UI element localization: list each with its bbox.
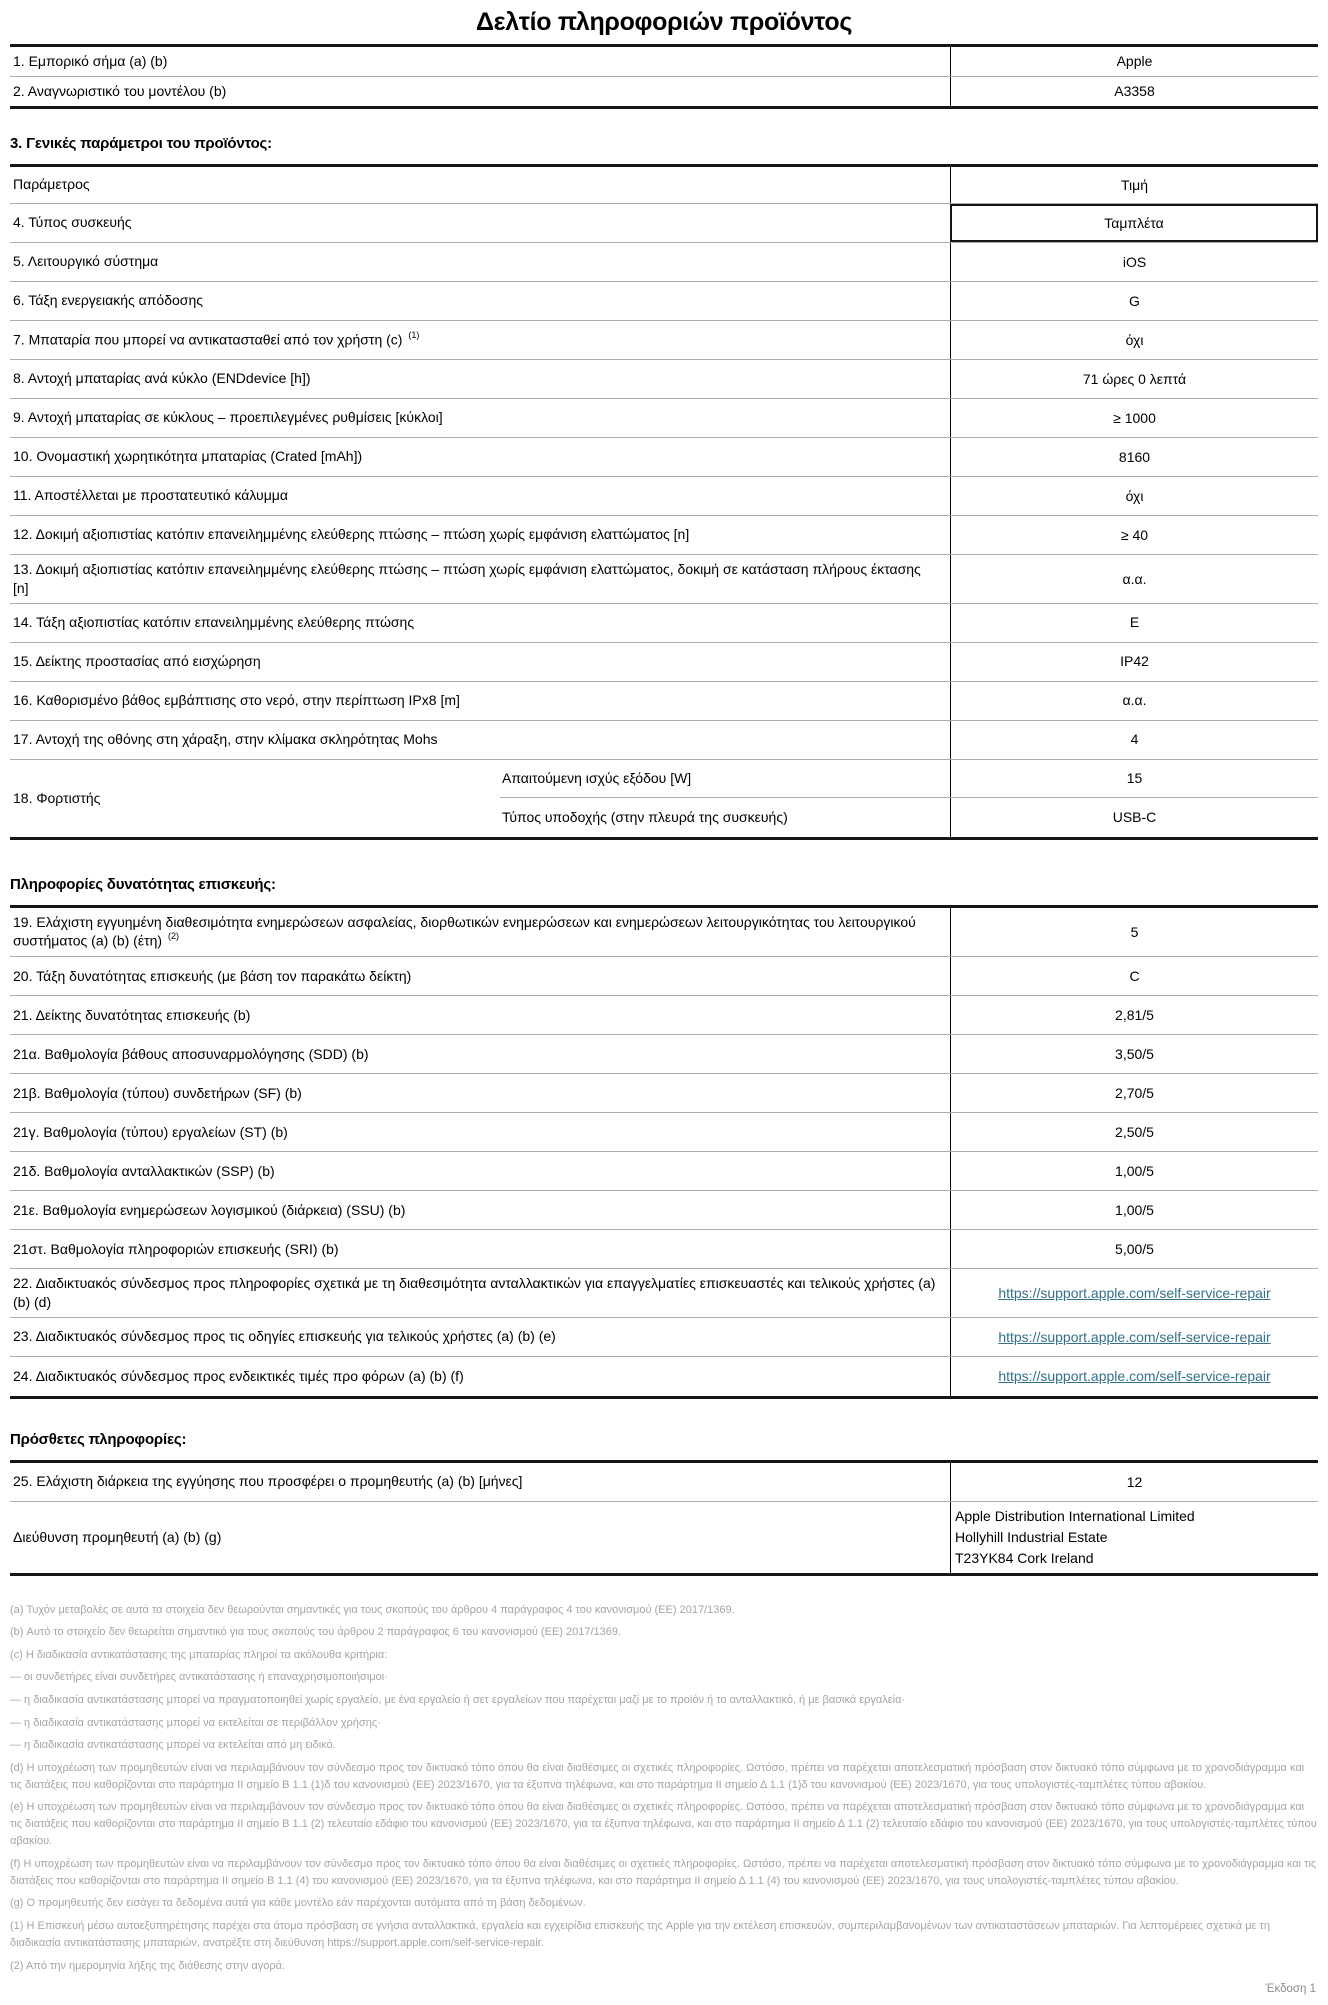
table-row (10, 282, 1318, 321)
footnote-ref: (1) (408, 330, 420, 340)
address-line: Hollyhill Industrial Estate (955, 1528, 1108, 1545)
row-label: 20. Τάξη δυνατότητας επισκευής (με βάση τον παρακάτω δείκτη) (13, 967, 412, 984)
footnote: (a) Τυχόν μεταβολές σε αυτά τα στοιχεία δεν θεωρούνται σημαντικές για τους σκοπούς του άρθρου 4 παράγραφος 4 του κανονισμού (ΕΕ) 2017/1369. (10, 1603, 735, 1616)
footnote: (g) Ο προμηθευτής δεν εισάγει τα δεδομένα αυτά για κάθε μοντέλο εάν παρέχονται αυτόματα από τη βάση δεδομένων. (10, 1897, 586, 1910)
row-label: 10. Ονομαστική χωρητικότητα μπαταρίας (Crated [mAh]) (13, 448, 363, 465)
table-row (10, 1074, 1318, 1113)
table-row (10, 1463, 1318, 1502)
table-row (10, 1318, 1318, 1357)
table-row (10, 996, 1318, 1035)
footnote: (e) Η υποχρέωση των προμηθευτών είναι να περιλαμβάνουν τον σύνδεσμο προς τον δικτυακό τόπο όπου θα είναι διαθέσιμες οι σχετικές πληροφορίες. Ωστόσο, πρέπει να παρέχεται αποτελεσματική πρόσβαση στον δικτυακό τόπο σύμφωνα με το χρονοδιάγραμμα και τις διατάξεις που καθορίζονται στο παράρτημα II σημείο Β 1.1 (2) τελευταίο εδάφιο του κανονισμού (ΕΕ) 2023/1670, για τα έξυπνα τηλέφωνα, και στο παράρτημα II σημείο Δ 1.1 (2) τελευταίο εδάφιο του κανονισμού (ΕΕ) 2023/1670, για τους υπολογιστές-ταμπλέτες τύπου αβακίου. (10, 1801, 1317, 1848)
row-label: 25. Ελάχιστη διάρκεια της εγγύησης που προσφέρει ο προμηθευτής (a) (b) [μήνες] (13, 1473, 523, 1490)
product-information-sheet (10, 8, 1318, 1995)
footnote: (f) Η υποχρέωση των προμηθευτών είναι να περιλαμβάνουν τον σύνδεσμο προς τον δικτυακό τόπο όπου θα είναι διαθέσιμες οι σχετικές πληροφορίες. Ωστόσο, πρέπει να παρέχεται αποτελεσματική πρόσβαση στον δικτυακό τόπο σύμφωνα με το χρονοδιάγραμμα και τις διατάξεις που καθορίζονται στο παράρτημα II σημείο Β 1.1 (4) του κανονισμού (ΕΕ) 2023/1670, για τα έξυπνα τηλέφωνα, και στο παράρτημα II σημείο Δ 1.1 (4) του κανονισμού (ΕΕ) 2023/1670, για τους υπολογιστές-ταμπλέτες τύπου αβακίου. (10, 1857, 1317, 1887)
row-value: 5 (950, 908, 1318, 956)
row-label: 9. Αντοχή μπαταρίας σε κύκλους – προεπιλεγμένες ρυθμίσεις [κύκλοι] (13, 409, 443, 426)
table-row (10, 77, 1318, 106)
footnote: (2) Από την ημερομηνία λήξης της διάθεσης στην αγορά. (10, 1959, 286, 1972)
row-value: E (950, 604, 1318, 642)
table-row (10, 321, 1318, 360)
spare-parts-link[interactable]: https://support.apple.com/self-service-repair (998, 1284, 1271, 1301)
footnote: (b) Αυτό το στοιχείο δεν θεωρείται σημαντικό για τους σκοπούς του άρθρου 2 παράγραφος 6 του κανονισμού (ΕΕ) 2017/1369. (10, 1626, 622, 1639)
table-row (10, 555, 1318, 604)
charger-row (10, 760, 1318, 837)
table-row (10, 477, 1318, 516)
row-value: α.α. (950, 555, 1318, 603)
row-value: ≥ 1000 (950, 399, 1318, 437)
repairability-table (10, 905, 1318, 1399)
table-header-row (10, 167, 1318, 204)
table-row (10, 1357, 1318, 1396)
footnote-ref: (2) (167, 931, 179, 942)
row-label: 14. Τάξη αξιοπιστίας κατόπιν επανειλημμένης ελεύθερης πτώσης (13, 614, 415, 631)
row-value: ≥ 40 (950, 516, 1318, 554)
supplier-address-row (10, 1502, 1318, 1573)
footnote: — η διαδικασία αντικατάστασης μπορεί να εκτελείται από μη ειδικό. (10, 1739, 336, 1752)
row-label: Τύπος υποδοχής (στην πλευρά της συσκευής) (502, 808, 788, 825)
row-label: 21β. Βαθμολογία (τύπου) συνδετήρων (SF) (b) (13, 1084, 302, 1101)
row-label: 23. Διαδικτυακός σύνδεσμος προς τις οδηγίες επισκευής για τελικούς χρήστες (a) (b) (e) (13, 1328, 556, 1345)
row-label: 5. Λειτουργικό σύστημα (13, 253, 159, 270)
row-value: USB-C (950, 798, 1318, 837)
row-label: 21γ. Βαθμολογία (τύπου) εργαλείων (ST) (b) (13, 1123, 288, 1140)
row-value: 15 (950, 760, 1318, 798)
address-line: T23YK84 Cork Ireland (955, 1549, 1094, 1566)
column-header-parameter: Παράμετρος (13, 176, 90, 193)
row-value: 4 (950, 721, 1318, 759)
general-parameters-table (10, 164, 1318, 840)
row-value: όχι (950, 321, 1318, 359)
section-heading-additional: Πρόσθετες πληροφορίες: (10, 1430, 187, 1448)
table-row (500, 798, 1318, 837)
row-label: 4. Τύπος συσκευής (13, 214, 132, 231)
device-type-value: Ταμπλέτα (950, 204, 1318, 242)
table-row (10, 721, 1318, 760)
footnote: (d) Η υποχρέωση των προμηθευτών είναι να περιλαμβάνουν τον σύνδεσμο προς τον δικτυακό τόπο όπου θα είναι διαθέσιμες οι σχετικές πληροφορίες. Ωστόσο, πρέπει να παρέχεται αποτελεσματική πρόσβαση στον δικτυακό τόπο σύμφωνα με το χρονοδιάγραμμα και τις διατάξεις που καθορίζονται στο παράρτημα II σημείο Β 1.1 (1)δ του κανονισμού (ΕΕ) 2023/1670, για τα έξυπνα τηλέφωνα, και στο παράρτημα II σημείο Δ 1.1 (1)δ του κανονισμού (ΕΕ) 2023/1670, για τους υπολογιστές-ταμπλέτες τύπου αβακίου. (10, 1761, 1305, 1791)
charger-subtable (500, 760, 1318, 837)
table-row (500, 760, 1318, 799)
row-value: iOS (950, 243, 1318, 281)
repair-instructions-link[interactable]: https://support.apple.com/self-service-repair (998, 1328, 1271, 1345)
row-value: 1,00/5 (950, 1152, 1318, 1190)
row-label: 22. Διαδικτυακός σύνδεσμος προς πληροφορίες σχετικά με τη διαθεσιμότητα ανταλλακτικών για επαγγελματίες επισκευαστές και τελικούς χρήστες (a) (b) (d) (13, 1275, 936, 1310)
table-row (10, 243, 1318, 282)
table-row (10, 399, 1318, 438)
footnote: — οι συνδετήρες είναι συνδετήρες αντικατάστασης ή επαναχρησιμοποιήσιμοι· (10, 1671, 388, 1684)
version-label: Έκδοση 1 (1265, 1982, 1316, 1995)
row-label: 24. Διαδικτυακός σύνδεσμος προς ενδεικτικές τιμές προ φόρων (a) (b) (f) (13, 1367, 464, 1384)
table-row (10, 957, 1318, 996)
table-row (10, 1269, 1318, 1318)
row-label: 21ε. Βαθμολογία ενημερώσεων λογισμικού (διάρκεια) (SSU) (b) (13, 1201, 406, 1218)
row-value: 71 ώρες 0 λεπτά (950, 360, 1318, 398)
row-label: 15. Δείκτης προστασίας από εισχώρηση (13, 653, 261, 670)
row-label: 21στ. Βαθμολογία πληροφοριών επισκευής (SRI) (b) (13, 1240, 339, 1257)
row-label: 16. Καθορισμένο βάθος εμβάπτισης στο νερό, στην περίπτωση IPx8 [m] (13, 692, 460, 709)
footnote: (1) Η Επισκευή μέσω αυτοεξυπηρέτησης παρέχει στα άτομα πρόσβαση σε γνήσια ανταλλακτικά, εργαλεία και εγχειρίδια επισκευής της Apple για την εκτέλεση επισκευών, συμπεριλαμβανομένων των αντικαταστάσεων μπαταριών. Για λεπτομέρειες σχετικά με τη διαδικασία αντικατάστασης μπαταριών, ανατρέξτε στη διεύθυνση https://support.apple.com/self-service-repair. (10, 1919, 1270, 1950)
table-row (10, 604, 1318, 643)
row-value: 3,50/5 (950, 1035, 1318, 1073)
row-label: 17. Αντοχή της οθόνης στη χάραξη, στην κλίμακα σκληρότητας Mohs (13, 731, 438, 748)
row-value: C (950, 957, 1318, 995)
row-value (950, 1357, 1318, 1396)
column-header-value: Τιμή (950, 167, 1318, 203)
row-label: 13. Δοκιμή αξιοπιστίας κατόπιν επανειλημμένης ελεύθερης πτώσης – πτώση χωρίς εμφάνιση ελαττώματος, δοκιμή σε κατάσταση πλήρους έκτασης [n] (13, 560, 921, 596)
row-label: 21. Δείκτης δυνατότητας επισκευής (b) (13, 1006, 251, 1023)
row-label: 6. Τάξη ενεργειακής απόδοσης (13, 292, 203, 309)
table-row (10, 1152, 1318, 1191)
row-label: Απαιτούμενη ισχύς εξόδου [W] (502, 769, 692, 786)
table-row (10, 516, 1318, 555)
row-value: 5,00/5 (950, 1230, 1318, 1268)
row-label: 1. Εμπορικό σήμα (a) (b) (13, 53, 168, 69)
table-row (10, 1035, 1318, 1074)
row-value: A3358 (950, 77, 1318, 106)
address-line: Apple Distribution International Limited (955, 1507, 1195, 1524)
row-label: 21δ. Βαθμολογία ανταλλακτικών (SSP) (b) (13, 1162, 275, 1179)
row-label: 18. Φορτιστής (13, 789, 101, 806)
row-value (950, 1269, 1318, 1317)
section-heading-general: 3. Γενικές παράμετροι του προϊόντος: (10, 134, 272, 152)
row-value: 2,70/5 (950, 1074, 1318, 1112)
table-row (10, 1113, 1318, 1152)
table-row (10, 438, 1318, 477)
table-row (10, 1230, 1318, 1269)
table-row (10, 360, 1318, 399)
supplier-address-value (950, 1502, 1318, 1573)
additional-info-table (10, 1460, 1318, 1576)
table-row (10, 1191, 1318, 1230)
table-row (10, 204, 1318, 243)
row-label: 8. Αντοχή μπαταρίας ανά κύκλο (ENDdevice [h]) (13, 370, 311, 387)
footnotes-block (10, 1602, 1318, 1975)
row-label: 21α. Βαθμολογία βάθους αποσυναρμολόγησης (SDD) (b) (13, 1045, 369, 1062)
row-value: 1,00/5 (950, 1191, 1318, 1229)
row-label: 7. Μπαταρία που μπορεί να αντικατασταθεί από τον χρήστη (c) $^{(1)}$ (13, 330, 420, 348)
row-label: 2. Αναγνωριστικό του μοντέλου (b) (13, 82, 227, 99)
footnote: — η διαδικασία αντικατάστασης μπορεί να εκτελείται σε περιβάλλον χρήσης· (10, 1716, 381, 1729)
row-value: 12 (950, 1463, 1318, 1501)
table-row (10, 682, 1318, 721)
row-value: όχι (950, 477, 1318, 515)
row-label: 19. Ελάχιστη εγγυημένη διαθεσιμότητα ενημερώσεων ασφαλείας, διορθωτικών ενημερώσεων και ενημερώσεων λειτουργικότητας του λειτουργικού συστήματος (a) (b) (έτη) $^{(2)}$ (13, 913, 916, 950)
row-label: 12. Δοκιμή αξιοπιστίας κατόπιν επανειλημμένης ελεύθερης πτώσης – πτώση χωρίς εμφάνιση ελαττώματος [n] (13, 526, 690, 543)
footnote: (c) Η διαδικασία αντικατάστασης της μπαταρίας πληροί τα ακόλουθα κριτήρια: (10, 1648, 388, 1661)
table-row (10, 908, 1318, 957)
row-value: 8160 (950, 438, 1318, 476)
row-value: Apple (950, 47, 1318, 76)
identity-table (10, 44, 1318, 109)
row-label: Διεύθυνση προμηθευτή (a) (b) (g) (13, 1528, 222, 1545)
page-title: Δελτίο πληροφοριών προϊόντος (475, 8, 853, 36)
footnote: — η διαδικασία αντικατάστασης μπορεί να πραγματοποιηθεί χωρίς εργαλείο, με ένα εργαλείο ή σετ εργαλείων που παρέχεται μαζί με το προϊόν ή το ανταλλακτικό, ή με βασικά εργαλεία· (10, 1693, 906, 1706)
row-value: G (950, 282, 1318, 320)
table-row (10, 47, 1318, 77)
row-value: 2,81/5 (950, 996, 1318, 1034)
row-value: α.α. (950, 682, 1318, 720)
row-value (950, 1318, 1318, 1356)
section-heading-repairability: Πληροφορίες δυνατότητας επισκευής: (10, 875, 276, 893)
row-label: 11. Αποστέλλεται με προστατευτικό κάλυμμα (13, 487, 288, 504)
row-value: IP42 (950, 643, 1318, 681)
row-value: 2,50/5 (950, 1113, 1318, 1151)
table-row (10, 643, 1318, 682)
indicative-prices-link[interactable]: https://support.apple.com/self-service-repair (998, 1368, 1271, 1385)
